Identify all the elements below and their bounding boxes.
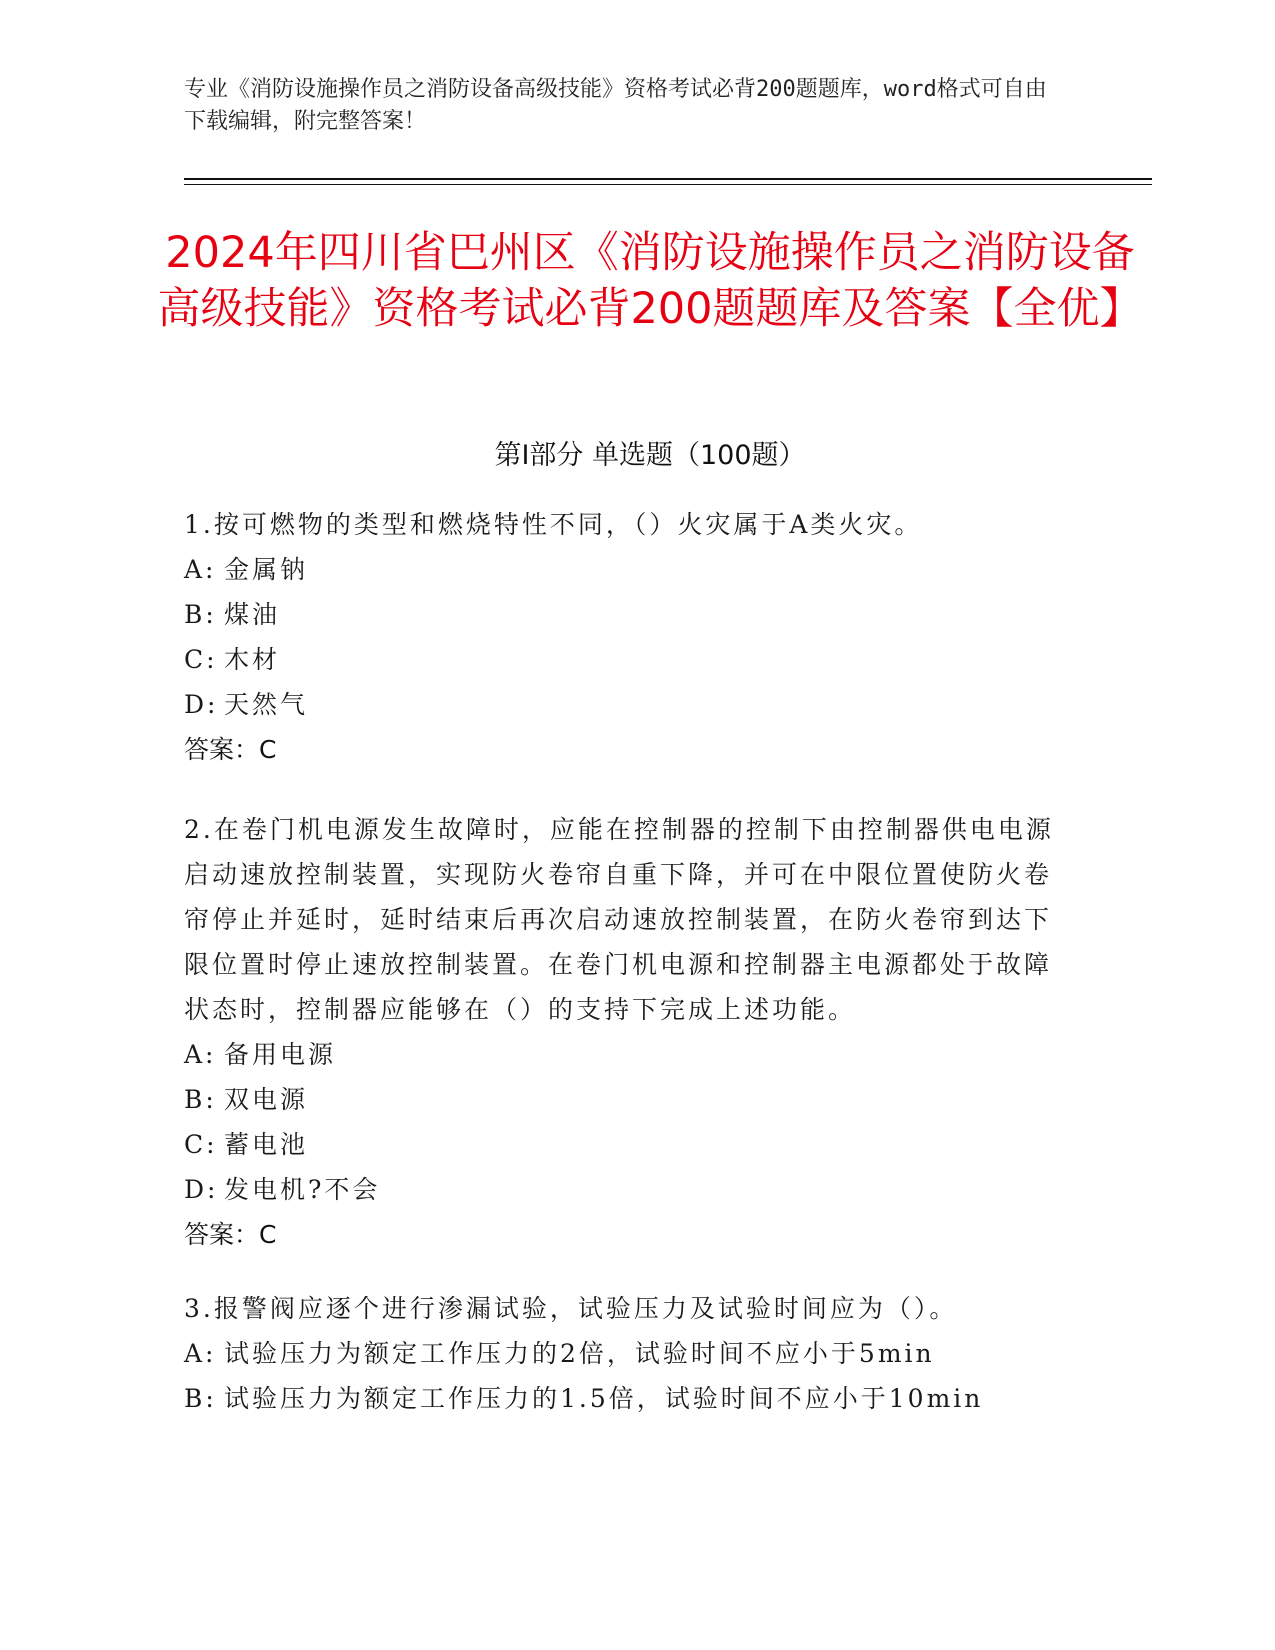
option-letter: A:: [184, 1040, 217, 1069]
option-d: [184, 682, 1064, 727]
question-stem: 3.报警阀应逐个进行渗漏试验，试验压力及试验时间应为（）。: [184, 1294, 958, 1323]
question-stem: 2.在卷门机电源发生故障时，应能在控制器的控制下由控制器供电电源启动速放控制装置，实现防火卷帘自重下降，并可在中限位置使防火卷帘停止并延时，延时结束后再次启动速放控制装置，在防火卷帘到达下限位置时停止速放控制装置。在卷门机电源和控制器主电源都处于故障状态时，控制器应能够在（）的支持下完成上述功能。: [184, 815, 1054, 1024]
header-divider-thin: [184, 184, 1152, 185]
option-letter: A:: [184, 555, 217, 584]
option-d: [184, 1167, 1064, 1212]
option-letter: C:: [184, 1130, 218, 1159]
question-3: [184, 1286, 1064, 1421]
option-text: 双电源: [224, 1085, 309, 1114]
option-letter: B:: [184, 1384, 217, 1413]
option-text: 备用电源: [224, 1040, 337, 1069]
option-letter: B:: [184, 600, 217, 629]
option-letter: B:: [184, 1085, 217, 1114]
option-letter: A:: [184, 1339, 217, 1368]
option-a: [184, 547, 1064, 592]
option-c: [184, 1122, 1064, 1167]
option-letter: D:: [184, 690, 219, 719]
question-stem: 1.按可燃物的类型和燃烧特性不同，（）火灾属于A类火灾。: [184, 510, 923, 539]
header-note: 专业《消防设施操作员之消防设备高级技能》资格考试必背200题题库，word格式可自由下载编辑，附完整答案！: [184, 77, 1047, 134]
option-text: 木材: [224, 645, 281, 674]
option-letter: D:: [184, 1175, 219, 1204]
header-divider-thick: [184, 178, 1152, 180]
option-letter: C:: [184, 645, 218, 674]
answer: 答案：C: [184, 1220, 277, 1249]
document-title: 2024年四川省巴州区《消防设施操作员之消防设备高级技能》资格考试必背200题题库及答案【全优】: [157, 228, 1143, 334]
option-text: 蓄电池: [224, 1130, 309, 1159]
question-1: [184, 502, 1064, 772]
option-b: [184, 1077, 1064, 1122]
option-text: 天然气: [224, 690, 309, 719]
option-b: [184, 1376, 1064, 1421]
answer: 答案：C: [184, 735, 277, 764]
option-text: 金属钠: [224, 555, 309, 584]
option-text: 试验压力为额定工作压力的1.5倍，试验时间不应小于10min: [224, 1384, 984, 1413]
option-c: [184, 637, 1064, 682]
option-text: 煤油: [224, 600, 281, 629]
option-b: [184, 592, 1064, 637]
option-text: 试验压力为额定工作压力的2倍，试验时间不应小于5min: [224, 1339, 935, 1368]
section-heading: 第Ⅰ部分 单选题（100题）: [494, 440, 806, 471]
option-a: [184, 1331, 1064, 1376]
option-text: 发电机?不会: [224, 1175, 381, 1204]
question-2: [184, 807, 1064, 1257]
option-a: [184, 1032, 1064, 1077]
